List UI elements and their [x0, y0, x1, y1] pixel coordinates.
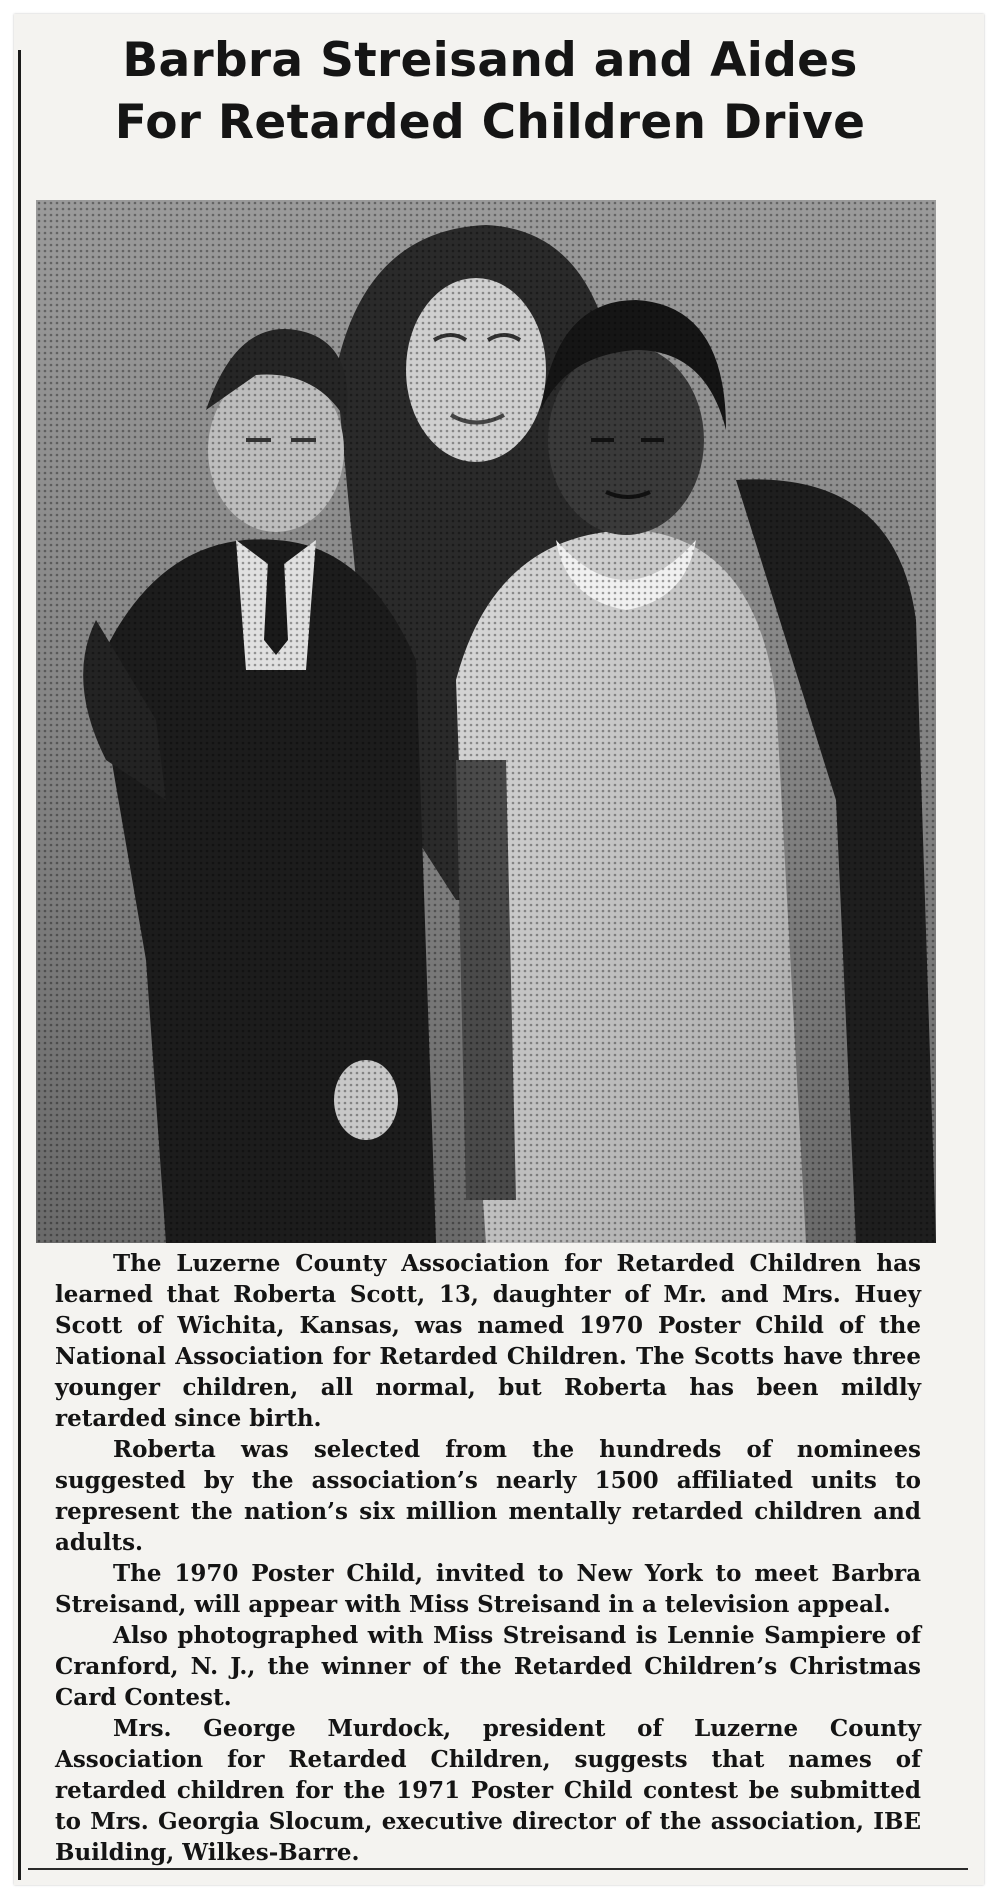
article-paragraph: Mrs. George Murdock, president of Luzerne County Association for Retarded Children, suggests that names of retarded children for the 1971 Poster Child contest be submitted to Mrs. Georgia Slocum, executive director of the association, IBE Building, Wilkes-Barre.	[55, 1715, 921, 1866]
article-paragraph: Roberta was selected from the hundreds of nominees suggested by the association’s nearly 1500 affiliated units to represent the nation’s six million mentally retarded children and adults.	[55, 1436, 921, 1556]
article-paragraph: Also photographed with Miss Streisand is Lennie Sampiere of Cranford, N. J., the winner of the Retarded Children’s Christmas Card Contest.	[55, 1622, 921, 1711]
article-body	[55, 1248, 921, 1868]
column-rule-left	[18, 50, 21, 1880]
article-paragraph: The Luzerne County Association for Retarded Children has learned that Roberta Scott, 13, daughter of Mr. and Mrs. Huey Scott of Wichita, Kansas, was named 1970 Poster Child of the National Association for Retarded Children. The Scotts have three younger children, all normal, but Roberta has been mildly retarded since birth.	[55, 1250, 921, 1432]
headline-line-1: Barbra Streisand and Aides	[122, 33, 858, 88]
bottom-rule	[28, 1868, 968, 1870]
headline	[40, 30, 940, 154]
headline-line-2: For Retarded Children Drive	[114, 95, 866, 150]
article-paragraph: The 1970 Poster Child, invited to New York to meet Barbra Streisand, will appear with Miss Streisand in a television appeal.	[55, 1560, 921, 1618]
halftone-photo	[36, 200, 936, 1243]
